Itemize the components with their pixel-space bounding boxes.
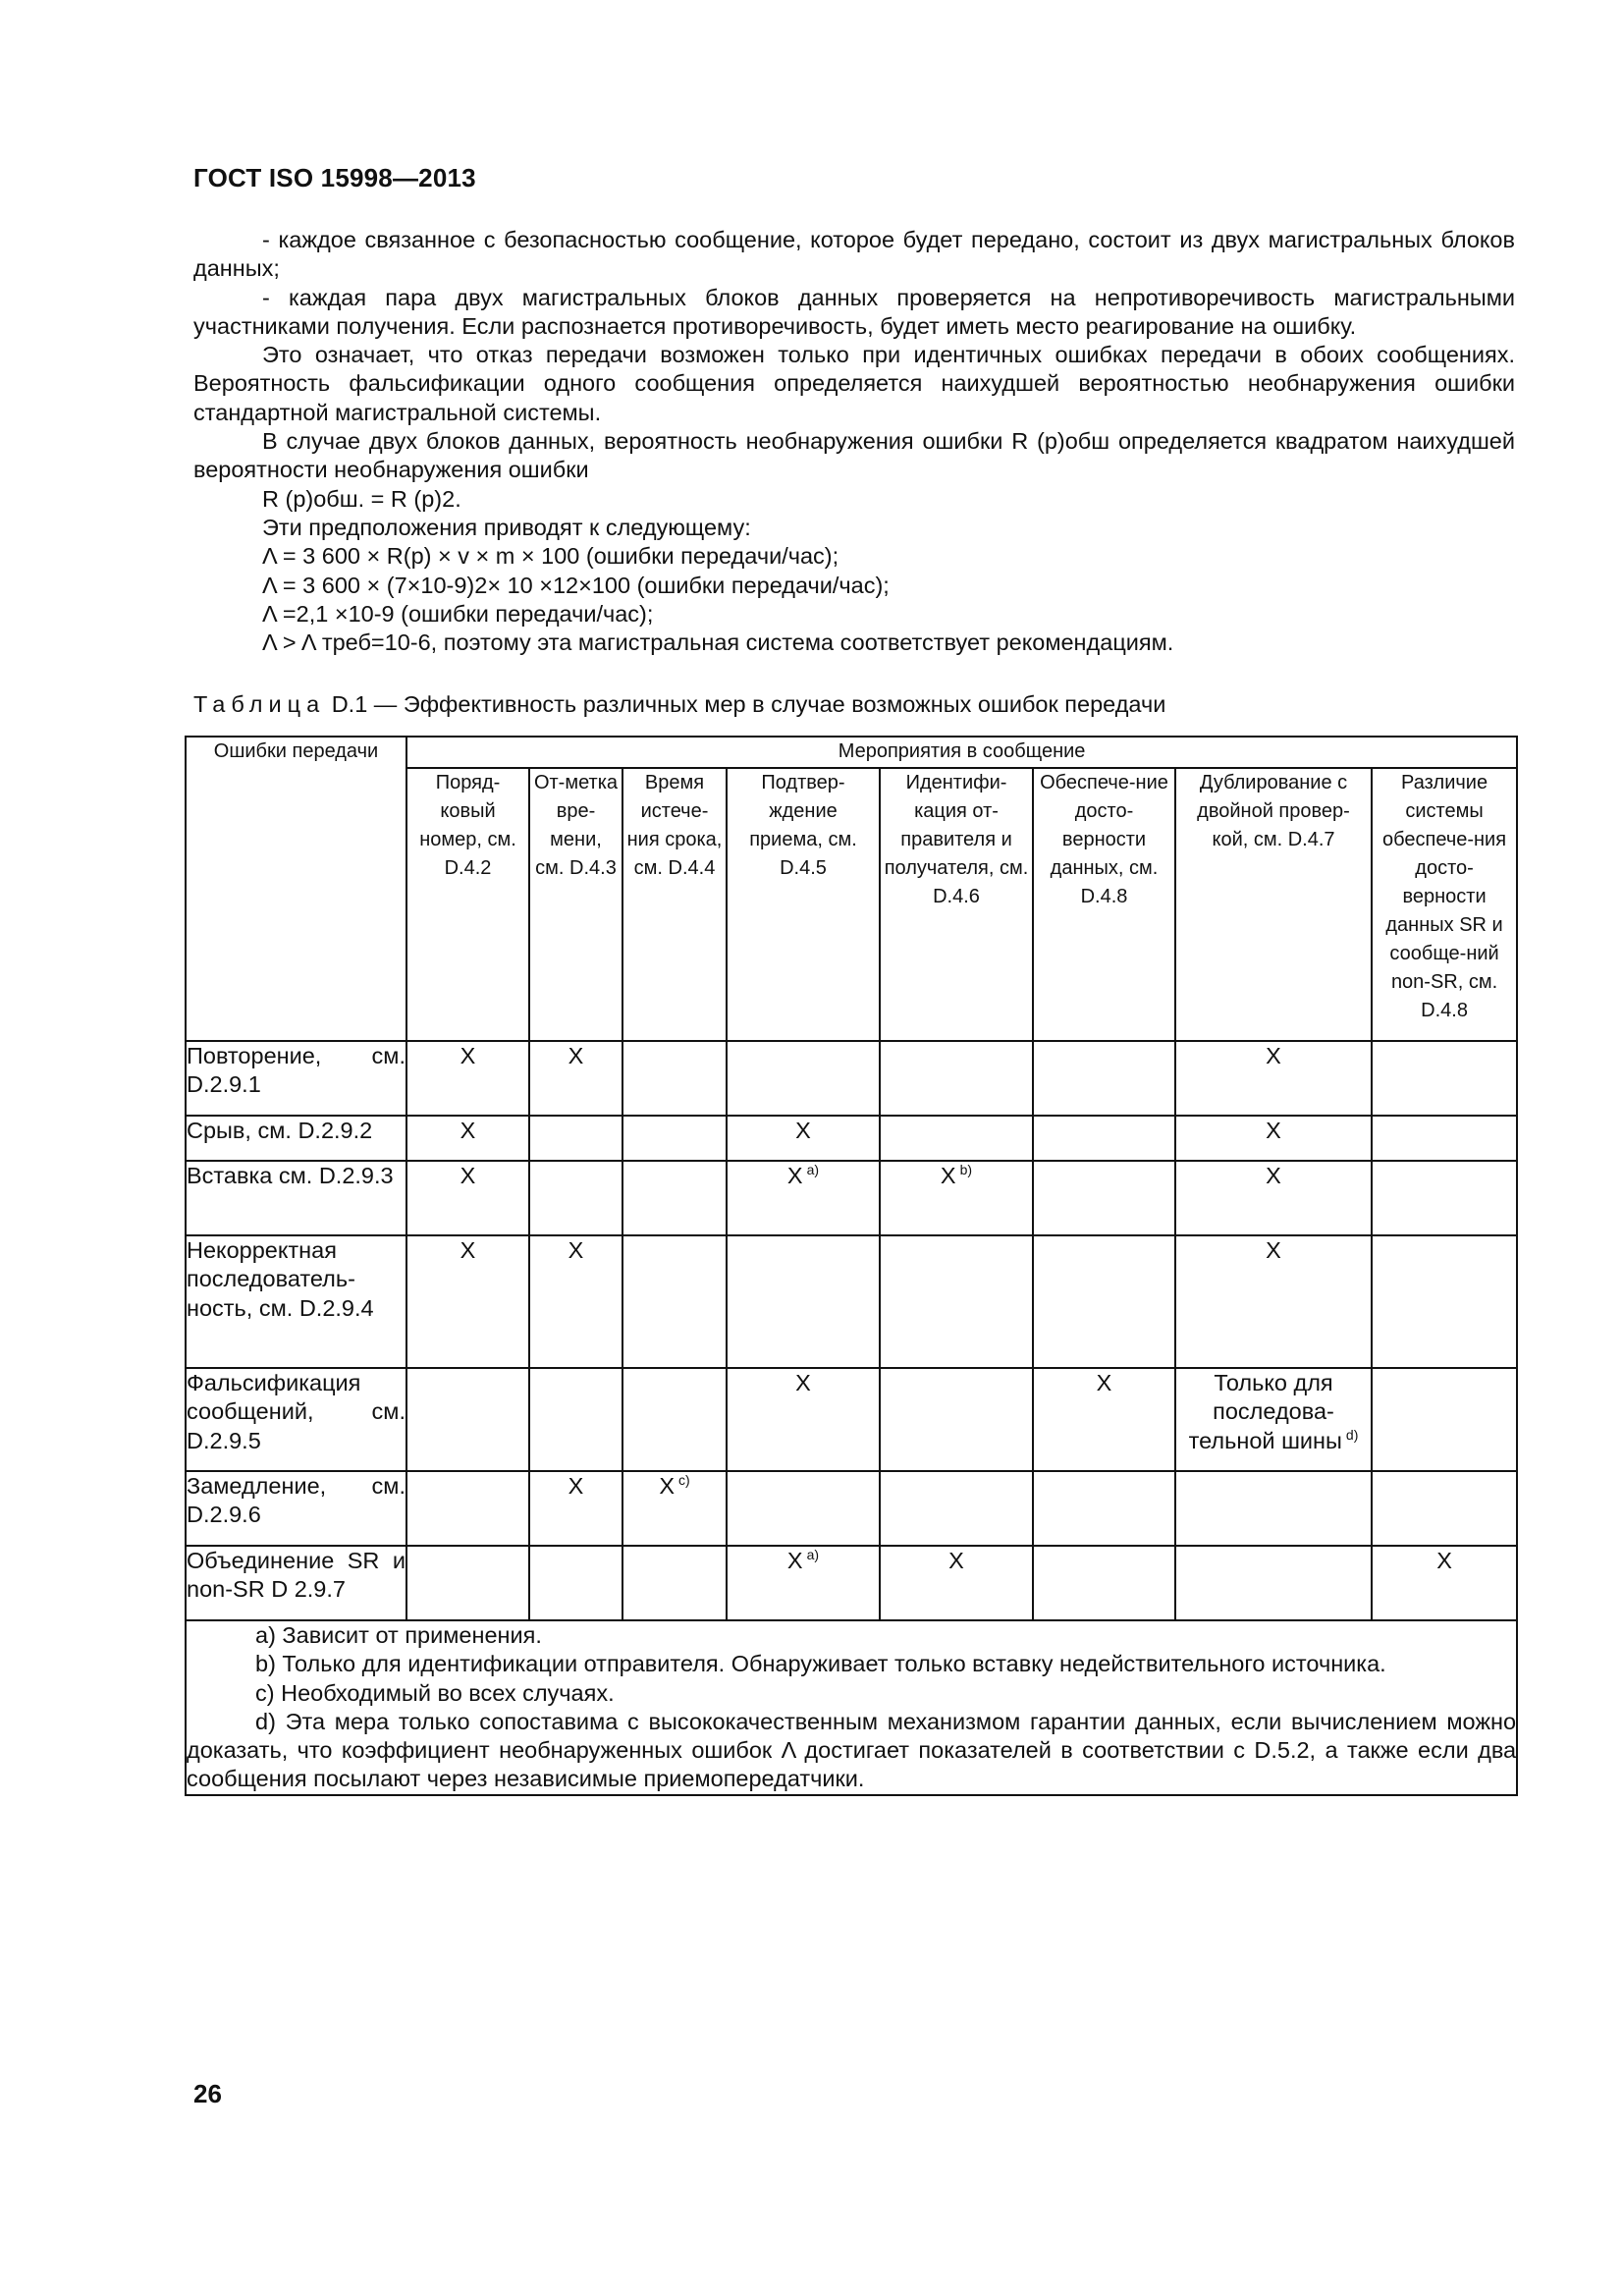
measure-cell	[406, 1161, 529, 1235]
measure-cell	[622, 1161, 727, 1235]
measure-cell	[529, 1161, 622, 1235]
table-note: b) Только для идентификации отправителя. Обнаруживает только вставку недействительного источника.	[255, 1651, 1386, 1677]
measure-cell	[406, 1368, 529, 1471]
body-text	[193, 226, 1515, 657]
measure-cell	[622, 1116, 727, 1161]
table-body	[186, 1041, 1517, 1620]
footnote-marker: b)	[959, 1162, 973, 1177]
cell-value: X	[1096, 1370, 1112, 1395]
measure-cell	[622, 1368, 727, 1471]
measure-cell	[529, 1116, 622, 1161]
cell-value: X	[795, 1370, 811, 1395]
table-caption-text: D.1 — Эффективность различных мер в случае возможных ошибок передачи	[331, 691, 1166, 717]
cell-value: Только для последова-тельной шины	[1188, 1370, 1342, 1453]
measure-cell	[880, 1116, 1033, 1161]
measure-cell	[406, 1116, 529, 1161]
cell-value: X	[460, 1043, 476, 1068]
column-header: От-метка вре-мени, см. D.4.3	[529, 768, 622, 1041]
formula-line: Λ = 3 600 × (7×10-9)2× 10 ×12×100 (ошибки передачи/час);	[262, 572, 890, 598]
page-number: 26	[193, 2079, 222, 2108]
group-header-measures: Мероприятия в сообщение	[406, 737, 1517, 768]
formula-line: Эти предположения приводят к следующему:	[262, 514, 751, 540]
measure-cell	[1033, 1116, 1175, 1161]
column-header: Различие системы обеспече-ния досто-верности данных SR и сообще-ний non-SR, см. D.4.8	[1372, 768, 1517, 1041]
measure-cell	[1372, 1368, 1517, 1471]
measure-cell	[880, 1546, 1033, 1620]
error-type-cell: Срыв, см. D.2.9.2	[186, 1116, 406, 1161]
effectiveness-table	[185, 736, 1516, 1796]
table-row	[186, 1235, 1517, 1368]
table-row	[186, 1368, 1517, 1471]
measure-cell	[1175, 1546, 1372, 1620]
table-notes	[186, 1620, 1517, 1795]
measure-cell	[1175, 1116, 1372, 1161]
measure-cell	[529, 1235, 622, 1368]
measure-cell	[727, 1041, 880, 1116]
cell-value: X	[1266, 1237, 1281, 1263]
measure-cell	[622, 1235, 727, 1368]
measure-cell	[529, 1368, 622, 1471]
footnote-marker: a)	[806, 1162, 820, 1177]
error-type-cell: Объединение SR и non-SR D 2.9.7	[186, 1546, 406, 1620]
measure-cell	[1033, 1471, 1175, 1546]
measure-cell	[880, 1471, 1033, 1546]
column-header: Обеспече-ние досто-верности данных, см. D.4.8	[1033, 768, 1175, 1041]
cell-value: X	[460, 1237, 476, 1263]
paragraph: - каждая пара двух магистральных блоков данных проверяется на непротиворечивость магистральными участниками получения. Если распознается противоречивость, будет иметь место реагирование на ошибку.	[193, 284, 1515, 339]
measure-cell	[727, 1471, 880, 1546]
measure-cell	[406, 1041, 529, 1116]
paragraph: Это означает, что отказ передачи возможен только при идентичных ошибках передачи в обоих сообщениях. Вероятность фальсификации одного сообщения определяется наихудшей вероятностью необнаружения ошибки стандартной магистральной системы.	[193, 342, 1515, 425]
measure-cell	[406, 1471, 529, 1546]
cell-value: X	[1266, 1043, 1281, 1068]
measure-cell	[1033, 1546, 1175, 1620]
cell-value: X	[460, 1118, 476, 1143]
measure-cell	[1175, 1235, 1372, 1368]
measure-cell	[727, 1546, 880, 1620]
measure-cell	[622, 1471, 727, 1546]
measure-cell	[529, 1041, 622, 1116]
measure-cell	[1372, 1161, 1517, 1235]
footnote-marker: a)	[806, 1547, 820, 1562]
column-header: Дублирование с двойной провер-кой, см. D.4.7	[1175, 768, 1372, 1041]
measure-cell	[622, 1546, 727, 1620]
error-type-cell: Некорректная последователь-ность, см. D.2.9.4	[186, 1235, 406, 1368]
measure-cell	[1175, 1041, 1372, 1116]
measure-cell	[1033, 1235, 1175, 1368]
cell-value: X	[940, 1163, 956, 1188]
cell-value: X	[795, 1118, 811, 1143]
paragraph: - каждое связанное с безопасностью сообщение, которое будет передано, состоит из двух магистральных блоков данных;	[193, 227, 1515, 282]
table-row	[186, 1471, 1517, 1546]
measure-cell	[1033, 1368, 1175, 1471]
measure-cell	[727, 1161, 880, 1235]
footnote-marker: c)	[678, 1472, 690, 1488]
column-header: Подтвер-ждение приема, см. D.4.5	[727, 768, 880, 1041]
measure-cell	[529, 1471, 622, 1546]
cell-value: X	[948, 1548, 964, 1573]
measure-cell	[880, 1368, 1033, 1471]
cell-value: X	[568, 1043, 584, 1068]
measure-cell	[1372, 1546, 1517, 1620]
cell-value: X	[659, 1473, 675, 1499]
column-header: Идентифи-кация от-правителя и получателя, см. D.4.6	[880, 768, 1033, 1041]
measure-cell	[727, 1235, 880, 1368]
measure-cell	[1372, 1235, 1517, 1368]
measure-cell	[1372, 1471, 1517, 1546]
table-note: c) Необходимый во всех случаях.	[255, 1679, 615, 1706]
error-type-cell: Вставка см. D.2.9.3	[186, 1161, 406, 1235]
column-header: Время истече-ния срока, см. D.4.4	[622, 768, 727, 1041]
cell-value: X	[1266, 1118, 1281, 1143]
measure-cell	[406, 1546, 529, 1620]
table-row	[186, 1546, 1517, 1620]
formula-line: R (p)обш. = R (p)2.	[262, 485, 461, 512]
formula-line: Λ =2,1 ×10-9 (ошибки передачи/час);	[262, 600, 654, 627]
footnote-marker: d)	[1345, 1426, 1359, 1443]
measure-cell	[1033, 1161, 1175, 1235]
error-type-cell: Замедление, см. D.2.9.6	[186, 1471, 406, 1546]
table-row	[186, 1041, 1517, 1116]
document-standard-header: ГОСТ ISO 15998—2013	[193, 163, 476, 192]
cell-value: X	[568, 1237, 584, 1263]
table-note: a) Зависит от применения.	[255, 1622, 542, 1648]
column-header: Поряд-ковый номер, см. D.4.2	[406, 768, 529, 1041]
row-header-errors: Ошибки передачи	[186, 737, 406, 1041]
formula-line: Λ = 3 600 × R(p) × v × m × 100 (ошибки передачи/час);	[262, 543, 839, 570]
table-caption-prefix: Таблица	[193, 691, 326, 717]
cell-value: X	[1266, 1163, 1281, 1188]
cell-value: X	[786, 1548, 803, 1573]
formula-line: Λ > Λ треб=10-6, поэтому эта магистральная система соответствует рекомендациям.	[262, 629, 1174, 656]
cell-value: X	[568, 1473, 584, 1499]
measure-cell	[880, 1235, 1033, 1368]
error-type-cell: Повторение, см. D.2.9.1	[186, 1041, 406, 1116]
measure-cell	[880, 1041, 1033, 1116]
table-row	[186, 1161, 1517, 1235]
cell-value: X	[786, 1163, 803, 1188]
measure-cell	[880, 1161, 1033, 1235]
measure-cell	[406, 1235, 529, 1368]
measure-cell	[1175, 1471, 1372, 1546]
measure-cell	[727, 1116, 880, 1161]
table-row	[186, 1116, 1517, 1161]
paragraph: В случае двух блоков данных, вероятность необнаружения ошибки R (p)обш определяется квадратом наихудшей вероятности необнаружения ошибки	[193, 428, 1515, 483]
measure-cell	[1175, 1368, 1372, 1471]
measure-cell	[1175, 1161, 1372, 1235]
cell-value: X	[1436, 1548, 1452, 1573]
measure-cell	[1033, 1041, 1175, 1116]
measure-cell	[1372, 1041, 1517, 1116]
cell-value: X	[460, 1163, 476, 1188]
measure-cell	[1372, 1116, 1517, 1161]
table-caption	[193, 690, 1165, 719]
measure-cell	[529, 1546, 622, 1620]
measure-cell	[622, 1041, 727, 1116]
error-type-cell: Фальсификация сообщений, см. D.2.9.5	[186, 1368, 406, 1471]
table-note: d) Эта мера только сопоставима с высококачественным механизмом гарантии данных, если вычислением можно доказать, что коэффициент необнаруженных ошибок Λ достигает показателей в соответствии с D.5.2, а также если два сообщения посылают через независимые приемопередатчики.	[187, 1708, 1517, 1792]
measure-cell	[727, 1368, 880, 1471]
